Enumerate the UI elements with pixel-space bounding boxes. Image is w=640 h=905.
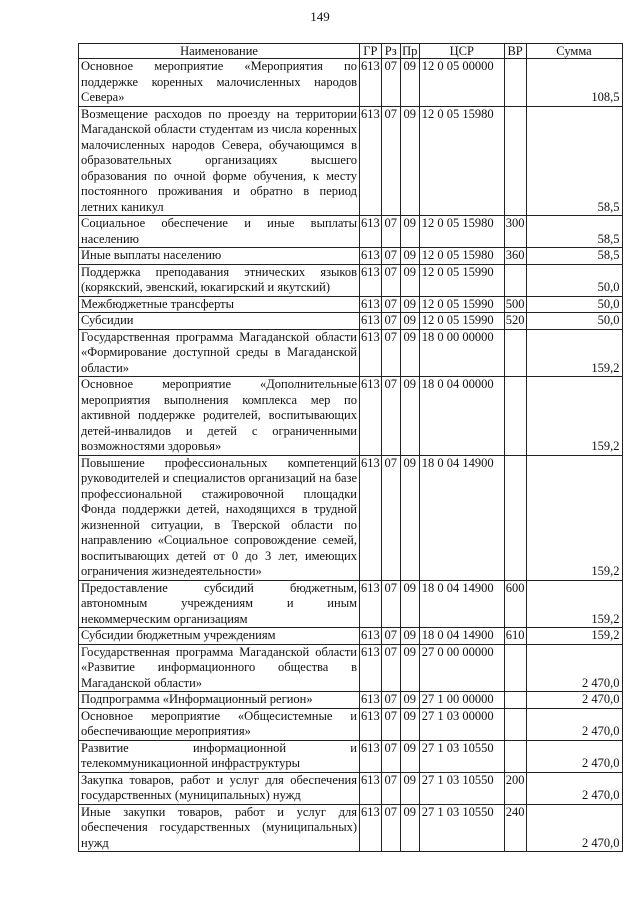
row-rz-cell: 07	[381, 804, 400, 852]
row-gr-cell: 613	[360, 772, 382, 804]
row-gr-cell: 613	[360, 216, 382, 248]
row-rz-cell: 07	[381, 644, 400, 692]
table-row	[79, 708, 623, 740]
row-pr-cell: 09	[400, 377, 419, 456]
row-csr-cell: 27 1 03 10550	[419, 772, 504, 804]
row-csr-cell: 18 0 04 14900	[419, 455, 504, 580]
row-gr-cell: 613	[361, 692, 380, 706]
row-csr-cell: 27 1 03 10550	[419, 740, 504, 772]
row-csr-cell: 27 1 00 00000	[419, 692, 504, 709]
row-rz-cell: 07	[381, 455, 400, 580]
row-vr-cell: 600	[504, 580, 526, 628]
row-name-cell: Основное мероприятие «Общесистемные и обеспечивающие мероприятия»	[79, 708, 360, 740]
row-rz-cell: 07	[381, 59, 400, 107]
table-row	[79, 106, 623, 216]
row-vr-cell	[504, 455, 526, 580]
row-csr-cell: 18 0 04 14900	[419, 580, 504, 628]
row-rz-cell: 07	[381, 772, 400, 804]
row-gr-cell: 613	[360, 455, 382, 580]
row-gr-cell: 613	[360, 804, 382, 852]
column-header-rz: Рз	[381, 44, 400, 59]
row-gr-cell: 613	[360, 644, 382, 692]
row-pr-cell: 09	[400, 692, 419, 709]
row-vr-cell: 610	[505, 628, 525, 642]
row-vr-cell: 200	[504, 772, 526, 804]
row-vr-cell	[504, 264, 526, 296]
row-vr-cell	[504, 329, 526, 377]
row-pr-cell: 09	[400, 216, 419, 248]
row-vr-cell: 360	[505, 248, 525, 262]
row-sum-cell: 2 470,0	[526, 644, 622, 692]
row-name-cell: Государственная программа Магаданской области «Развитие информационного общества в Магаданской области»	[79, 644, 360, 692]
row-pr-cell: 09	[400, 580, 419, 628]
row-vr-cell	[504, 740, 526, 772]
row-csr-cell: 12 0 05 00000	[419, 59, 504, 107]
row-gr-cell: 613	[361, 313, 380, 327]
row-vr-cell	[504, 377, 526, 456]
row-sum-cell: 2 470,0	[526, 708, 622, 740]
row-name-cell: Закупка товаров, работ и услуг для обеспечения государственных (муниципальных) нужд	[79, 772, 360, 804]
table-row	[79, 772, 623, 804]
budget-table	[78, 43, 623, 852]
row-pr-cell: 09	[400, 708, 419, 740]
row-pr-cell: 09	[400, 628, 419, 645]
table-row	[79, 313, 623, 330]
row-csr-cell: 18 0 04 00000	[419, 377, 504, 456]
row-sum-cell: 2 470,0	[526, 692, 622, 709]
table-row	[79, 628, 623, 645]
row-pr-cell: 09	[400, 455, 419, 580]
row-gr-cell: 613	[361, 628, 380, 642]
row-rz-cell: 07	[381, 708, 400, 740]
row-pr-cell: 09	[400, 804, 419, 852]
row-csr-cell: 12 0 05 15990	[419, 296, 504, 313]
row-sum-cell: 108,5	[526, 59, 622, 107]
row-sum-cell: 159,2	[526, 329, 622, 377]
row-name-cell: Развитие информационной и телекоммуникационной инфраструктуры	[79, 740, 360, 772]
row-csr-cell: 18 0 00 00000	[419, 329, 504, 377]
row-csr-cell: 27 1 03 10550	[419, 804, 504, 852]
row-rz-cell: 07	[381, 313, 400, 330]
row-csr-cell: 12 0 05 15990	[419, 264, 504, 296]
row-gr-cell: 613	[360, 329, 382, 377]
row-rz-cell: 07	[381, 296, 400, 313]
column-header-gr: ГР	[360, 44, 382, 59]
row-pr-cell: 09	[400, 296, 419, 313]
row-csr-cell: 18 0 04 14900	[419, 628, 504, 645]
row-pr-cell: 09	[400, 264, 419, 296]
table-row	[79, 740, 623, 772]
row-vr-cell	[504, 106, 526, 216]
table-row	[79, 296, 623, 313]
row-sum-cell: 159,2	[526, 455, 622, 580]
row-sum-cell: 50,0	[526, 296, 622, 313]
table-row	[79, 329, 623, 377]
row-pr-cell: 09	[400, 772, 419, 804]
row-csr-cell: 12 0 05 15990	[419, 313, 504, 330]
row-pr-cell: 09	[400, 106, 419, 216]
row-pr-cell: 09	[400, 248, 419, 265]
table-row	[79, 248, 623, 265]
row-sum-cell: 159,2	[526, 628, 622, 645]
row-rz-cell: 07	[381, 264, 400, 296]
row-gr-cell: 613	[360, 264, 382, 296]
row-name-cell: Межбюджетные трансферты	[79, 296, 360, 313]
row-gr-cell: 613	[360, 740, 382, 772]
row-sum-cell: 159,2	[526, 580, 622, 628]
row-rz-cell: 07	[381, 216, 400, 248]
table-row	[79, 264, 623, 296]
row-rz-cell: 07	[381, 740, 400, 772]
row-vr-cell: 300	[504, 216, 526, 248]
row-name-cell: Иные закупки товаров, работ и услуг для обеспечения государственных (муниципальных) нужд	[79, 804, 360, 852]
row-pr-cell: 09	[400, 644, 419, 692]
row-name-cell: Возмещение расходов по проезду на территории Магаданской области студентам из числа коренных малочисленных народов Севера, обучающимся в образовательных организациях высшего образования по очной форме обучения, к месту постоянного проживания и обратно в период летних каникул	[79, 106, 360, 216]
row-vr-cell	[504, 708, 526, 740]
table-row	[79, 59, 623, 107]
row-rz-cell: 07	[381, 580, 400, 628]
table-row	[79, 377, 623, 456]
row-csr-cell: 12 0 05 15980	[419, 106, 504, 216]
row-rz-cell: 07	[381, 329, 400, 377]
row-name-cell: Поддержка преподавания этнических языков (корякский, эвенский, юкагирский и якутский)	[79, 264, 360, 296]
row-csr-cell: 12 0 05 15980	[419, 248, 504, 265]
row-gr-cell: 613	[360, 106, 382, 216]
table-row	[79, 692, 623, 709]
row-vr-cell: 240	[504, 804, 526, 852]
row-sum-cell: 50,0	[526, 313, 622, 330]
row-sum-cell: 58,5	[526, 248, 622, 265]
row-csr-cell: 27 1 03 00000	[419, 708, 504, 740]
row-sum-cell: 2 470,0	[526, 804, 622, 852]
row-name-cell: Социальное обеспечение и иные выплаты населению	[79, 216, 360, 248]
row-rz-cell: 07	[381, 106, 400, 216]
row-sum-cell: 50,0	[526, 264, 622, 296]
row-sum-cell: 58,5	[526, 216, 622, 248]
column-header-sum: Сумма	[526, 44, 622, 59]
row-vr-cell: 520	[505, 313, 525, 327]
column-header-name: Наименование	[79, 44, 360, 59]
row-gr-cell: 613	[360, 708, 382, 740]
row-vr-cell	[504, 59, 526, 107]
row-sum-cell: 2 470,0	[526, 772, 622, 804]
row-pr-cell: 09	[400, 59, 419, 107]
row-sum-cell: 2 470,0	[526, 740, 622, 772]
row-name-cell: Основное мероприятие «Дополнительные мероприятия выполнения комплекса мер по активной поддержке родителей, воспитывающих детей-инвалидов и детей с ограниченными возможностями здоровья»	[79, 377, 360, 456]
row-pr-cell: 09	[400, 740, 419, 772]
row-vr-cell	[504, 644, 526, 692]
row-pr-cell: 09	[400, 313, 419, 330]
row-vr-cell: 500	[505, 296, 525, 311]
row-name-cell: Подпрограмма «Информационный регион»	[79, 692, 360, 709]
table-row	[79, 455, 623, 580]
row-pr-cell: 09	[400, 329, 419, 377]
table-row	[79, 804, 623, 852]
row-name-cell: Основное мероприятие «Мероприятия по поддержке коренных малочисленных народов Севера»	[79, 59, 360, 107]
row-name-cell: Субсидии	[79, 313, 360, 330]
table-row	[79, 216, 623, 248]
row-name-cell: Повышение профессиональных компетенций руководителей и специалистов организаций на базе профессиональной стажировочной площадки Фонда поддержки детей, находящихся в трудной жизненной ситуации, в Тверской области по направлению «Социальное сопровождение семей, воспитывающих детей от 0 до 3 лет, имеющих ограничения жизнедеятельности»	[79, 455, 360, 580]
column-header-csr: ЦСР	[419, 44, 504, 59]
row-csr-cell: 12 0 05 15980	[419, 216, 504, 248]
row-name-cell: Иные выплаты населению	[79, 248, 360, 265]
row-vr-cell	[504, 692, 526, 709]
row-rz-cell: 07	[381, 692, 400, 709]
table-row	[79, 644, 623, 692]
table-header-row	[79, 44, 623, 59]
row-sum-cell: 58,5	[526, 106, 622, 216]
row-gr-cell: 613	[360, 580, 382, 628]
row-rz-cell: 07	[381, 628, 400, 645]
row-gr-cell: 613	[361, 248, 380, 262]
table-row	[79, 580, 623, 628]
row-gr-cell: 613	[361, 296, 380, 311]
row-gr-cell: 613	[360, 377, 382, 456]
column-header-pr: Пр	[402, 44, 418, 58]
row-name-cell: Предоставление субсидий бюджетным, автономным учреждениям и иным некоммерческим организациям	[79, 580, 360, 628]
column-header-vr: ВР	[504, 44, 526, 59]
page-number: 149	[310, 9, 330, 24]
row-rz-cell: 07	[381, 377, 400, 456]
row-sum-cell: 159,2	[526, 377, 622, 456]
row-csr-cell: 27 0 00 00000	[419, 644, 504, 692]
row-gr-cell: 613	[360, 59, 382, 107]
row-name-cell: Субсидии бюджетным учреждениям	[79, 628, 360, 645]
row-name-cell: Государственная программа Магаданской области «Формирование доступной среды в Магаданской области»	[79, 329, 360, 377]
row-rz-cell: 07	[381, 248, 400, 265]
